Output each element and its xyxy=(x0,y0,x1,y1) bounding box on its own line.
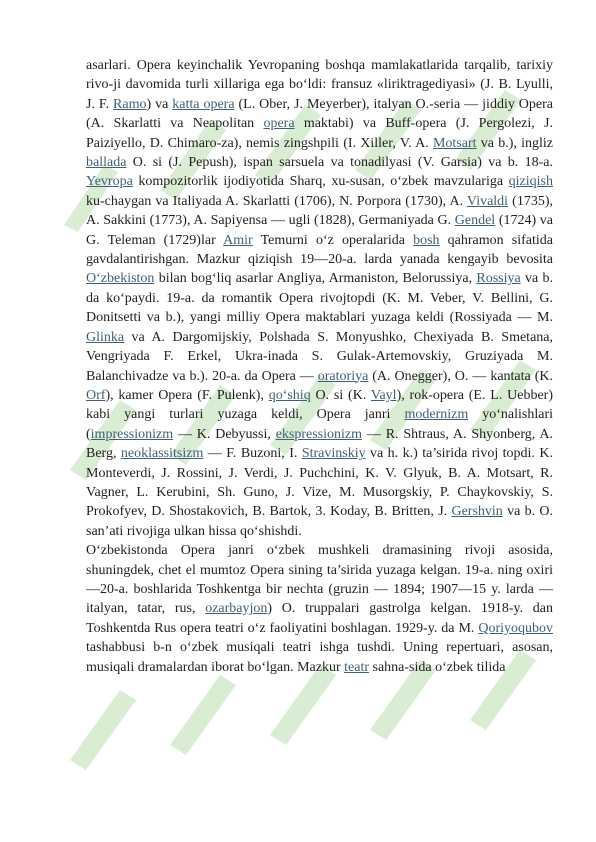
paragraph-text: — F. Buzoni, I. xyxy=(203,446,302,462)
paragraph-text: (A. Onegger), O. — kantata (K. xyxy=(368,368,553,384)
inline-link[interactable]: katta opera xyxy=(172,96,235,112)
paragraph-text: O‘zbekistonda Opera janri o‘zbek mushkeli dramasining rivoji asosida, shuningdek, chet el mumtoz Opera sining ta’sirida yuzaga kelgan. 19-a. ning oxiri—20-a. boshlarida Toshkentga bir nechta (gruzin — 1894; 1907—15 y. larda — italyan, tatar, rus, xyxy=(86,543,553,617)
paragraph-text: ), rok-opera (E. L. Uebber) kabi yangi turlari yuzaga keldi, Opera janri xyxy=(86,387,553,423)
inline-link[interactable]: Ramo xyxy=(113,96,147,112)
inline-link[interactable]: oratoriya xyxy=(317,368,369,384)
inline-link[interactable]: Rossiya xyxy=(476,271,521,287)
paragraph-text: (L. Ober, J. Meyerber), italyan O.-seria — jiddiy Opera (A. Skarlatti va Neapolitan xyxy=(86,96,553,132)
paragraph-text: O. si (J. Pepush), ispan sarsuela va tonadilyasi (V. Garsia) va b. 18-a. xyxy=(126,155,553,171)
inline-link[interactable]: qo‘shiq xyxy=(268,387,311,403)
paragraph-text: va A. Dargomijskiy, Polshada S. Monyushko, Chexiyada B. Smetana, Vengriyada F. Erkel, Ukra-inada S. Gulak-Artemovskiy, Gruziyada M. Balanchivadze va b.). 20-a. da Opera — xyxy=(86,329,553,384)
inline-link[interactable]: Gershvin xyxy=(451,504,503,520)
inline-link[interactable]: ekspressionizm xyxy=(275,426,363,442)
inline-link[interactable]: Vayl xyxy=(370,387,397,403)
paragraph-text: tashabbusi b-n o‘zbek musiqali teatri ishga tushdi. Uning repertuari, asosan, musiqali dramalardan iborat bo‘lgan. Mazkur xyxy=(86,640,553,675)
inline-link[interactable]: Gendel xyxy=(454,213,496,229)
inline-link[interactable]: qiziqish xyxy=(508,174,553,190)
paragraph-text: yo‘nalishlari ( xyxy=(86,407,554,442)
paragraph-text: ) O. truppalari gastrolga kelgan. 1918-y. dan Toshkentda Rus opera teatri o‘z faoliyatini boshlagan. 1929-y. da M. xyxy=(86,601,554,636)
paragraph-text: sahna-sida o‘zbek tilida xyxy=(369,659,506,675)
document-body xyxy=(86,56,553,677)
paragraph-text: ku-chaygan va Italiyada A. Skarlatti (1706), N. Porpora (1730), A. xyxy=(86,193,467,209)
paragraph-text: bilan bog‘liq asarlar Angliya, Armaniston, Belorussiya, xyxy=(154,271,477,287)
inline-link[interactable]: ozarbayjon xyxy=(205,601,268,617)
paragraph-text: (1724) va G. Teleman (1729)lar xyxy=(86,213,553,248)
paragraph-text: maktabi) va Buff-opera (J. Pergolezi, J. Paiziyello, D. Chimaro-za), nemis zingshpili (I. Xiller, V. A. xyxy=(86,116,554,151)
inline-link[interactable]: opera xyxy=(263,116,295,132)
inline-link[interactable]: teatr xyxy=(344,659,370,675)
paragraph-text: (1735), A. Sakkini (1773), A. Sapiyensa — ugli (1828), Germaniyada G. xyxy=(86,193,554,229)
paragraph-text: ) va xyxy=(146,96,173,112)
paragraph-text: O. si (K. xyxy=(310,387,371,403)
inline-link[interactable]: neoklassitsizm xyxy=(120,446,204,462)
paragraph xyxy=(86,56,553,541)
paragraph-text: — R. Shtraus, A. Shyonberg, A. Berg, xyxy=(86,426,553,462)
watermark-stroke xyxy=(70,690,136,770)
paragraph-text: va h. k.) ta’sirida rivoj topdi. K. Monteverdi, J. Rossini, J. Verdi, J. Puchchini, K. V. Glyuk, B. A. Motsart, R. Vagner, L. Kerubini, Sh. Guno, J. Vize, M. Musorgskiy, P. Chaykovskiy, S. Prokofyev, D. Shostakovich, B. Bartok, 3. Koday, B. Britten, J. xyxy=(86,446,553,520)
inline-link[interactable]: O‘zbekiston xyxy=(86,271,155,287)
paragraph-text: va b. O. san’ati rivojiga ulkan hissa qo‘shishdi. xyxy=(86,504,553,539)
inline-link[interactable]: Orf xyxy=(86,387,106,403)
watermark-stroke xyxy=(170,675,236,755)
inline-link[interactable]: Amir xyxy=(223,232,253,248)
paragraph xyxy=(86,541,553,677)
inline-link[interactable]: Qoriyoqubov xyxy=(478,620,553,636)
inline-link[interactable]: Stravinskiy xyxy=(301,446,366,462)
paragraph-text: va b.), ingliz xyxy=(476,135,553,151)
paragraph-text: asarlari. Opera keyinchalik Yevropaning boshqa mamlakatlarida tarqalib, tarixiy rivo-ji davomida turli xillariga ega bo‘ldi: fransuz «liriktragediyasi» (J. B. Lyulli, J. F. xyxy=(86,58,553,112)
paragraph-text: — K. Debyussi, xyxy=(173,426,276,442)
watermark-stroke xyxy=(270,665,336,745)
paragraph-text: ), kamer Opera (F. Pulenk), xyxy=(105,387,269,403)
inline-link[interactable]: bosh xyxy=(413,232,440,248)
paragraph-text: qahramon sifatida gavdalantirishgan. Mazkur qiziqish 19—20-a. larda yanada kengayib bevosita xyxy=(86,232,554,268)
inline-link[interactable]: Vivaldi xyxy=(466,193,509,209)
inline-link[interactable]: impressionizm xyxy=(90,426,174,442)
paragraph-text: va b. da ko‘paydi. 19-a. da romantik Opera rivojtopdi (K. M. Veber, V. Bellini, G. Donitsetti va b.), yangi milliy Opera maktablari yuzaga keldi (Rossiyada — M. xyxy=(86,271,553,326)
paragraph-text: Temurni o‘z operalarida xyxy=(252,232,414,248)
inline-link[interactable]: ballada xyxy=(86,155,127,171)
inline-link[interactable]: Motsart xyxy=(432,135,477,151)
paragraph-text: kompozitorlik ijodiyotida Sharq, xu-susan, o‘zbek mavzulariga xyxy=(132,174,509,190)
inline-link[interactable]: Yevropa xyxy=(86,174,133,190)
inline-link[interactable]: modernizm xyxy=(404,407,469,423)
inline-link[interactable]: Glinka xyxy=(86,329,125,345)
